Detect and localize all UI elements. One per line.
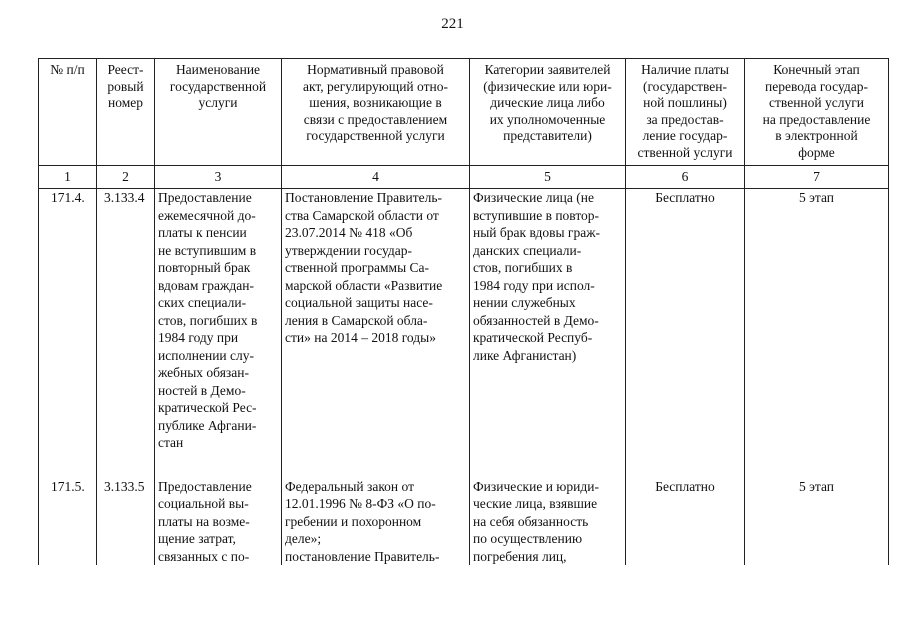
column-number-row [39,166,889,189]
cell-line: по осуществлению [473,531,583,546]
cell-line: обязанностей в Демо- [473,312,599,328]
cell-line: Предоставление [158,190,252,205]
header-line: форме [798,144,835,160]
applicant-category [470,189,626,452]
header-applicants [470,59,626,166]
cell-line: ческие лица, взявшие [473,496,598,511]
cell-line: стан [158,435,184,450]
column-number: 7 [745,166,889,189]
header-line: ление государ- [642,128,728,143]
table-row [39,478,889,566]
header-line: ной пошлины) [643,95,727,110]
cell-line: щение затрат, [158,531,236,546]
registry-number: 3.133.5 [97,478,155,566]
header-line: Реест- [107,62,144,77]
cell-line: кратической Рес- [158,400,257,415]
header-line: дические лица либо [490,95,605,110]
header-line: представители) [503,128,592,143]
column-number: 6 [626,166,745,189]
header-row [39,59,889,166]
header-line: Конечный этап [773,62,860,77]
cell-line: ских специали- [158,295,247,310]
cell-line: Физические и юриди- [473,478,599,494]
header-num [39,59,97,166]
cell-line: связанных с по- [158,548,250,564]
cell-line: марской области «Развитие [285,277,443,293]
cell-line: 1984 году при [158,330,239,345]
cell-line: вдовам граждан- [158,277,254,293]
header-line: ственной услуги [769,95,864,110]
header-line: Категории заявителей [484,62,611,77]
column-number: 3 [155,166,282,189]
cell-line: стов, погибших в [158,312,258,328]
header-line: их уполномоченные [489,111,606,127]
cell-line: платы на возме- [158,513,250,529]
header-line: в электронной [775,128,858,143]
cell-line: вступившие в повтор- [473,207,600,223]
cell-line: ный брак вдовы граж- [473,225,601,240]
header-line: № п/п [50,62,85,77]
header-line: перевода государ- [765,78,868,94]
header-line: Наличие платы [641,62,729,77]
cell-line: ностей в Демо- [158,382,246,398]
fee: Бесплатно [626,189,745,452]
column-number: 2 [97,166,155,189]
cell-line: сти» на 2014 – 2018 годы» [285,330,436,345]
cell-line: кратической Респуб- [473,330,593,345]
cell-line: утверждении государ- [285,242,413,258]
cell-line: публике Афгани- [158,417,257,433]
cell-line: 1984 году при испол- [473,277,595,293]
header-line: Наименование [175,62,261,77]
cell-line: исполнении слу- [158,347,254,363]
cell-line: постановление Правитель- [285,548,440,564]
cell-line: ежемесячной до- [158,207,256,223]
applicant-category [470,478,626,566]
legal-act [282,189,470,452]
cell-line: деле»; [285,531,322,546]
cell-line: жебных обязан- [158,365,249,380]
table-row [39,189,889,452]
column-number: 5 [470,166,626,189]
header-line: государственной [169,78,267,94]
legal-act [282,478,470,566]
header-line: шения, возникающие в [309,95,442,110]
fee: Бесплатно [626,478,745,566]
service-name [155,189,282,452]
header-fee [626,59,745,166]
column-number: 4 [282,166,470,189]
final-stage: 5 этап [745,189,889,452]
cell-line: Физические лица (не [473,190,594,205]
services-table [38,58,889,565]
header-line: (физические или юри- [483,78,612,94]
cell-line: повторный брак [158,260,251,275]
header-line: связи с предоставлением [303,111,448,127]
column-number: 1 [39,166,97,189]
cell-line: гребении и похоронном [285,513,422,529]
cell-line: платы к пенсии [158,225,247,240]
header-line: Нормативный правовой [307,62,444,77]
cell-line: Постановление Правитель- [285,190,442,205]
header-line: услуги [198,95,238,110]
cell-line: ления в Самарской обла- [285,312,428,328]
row-number: 171.5. [39,478,97,566]
row-number: 171.4. [39,189,97,452]
header-line: ровый [107,78,144,94]
final-stage: 5 этап [745,478,889,566]
page-number: 221 [441,16,464,32]
cell-line: данских специали- [473,242,582,258]
cell-line: лике Афганистан) [473,347,577,363]
cell-line: Предоставление [158,478,252,494]
header-line: номер [107,95,143,110]
header-line: за предостав- [646,111,724,127]
cell-line: стов, погибших в [473,260,573,275]
cell-line: социальной защиты насе- [285,295,433,310]
header-line: акт, регулирующий отно- [303,78,448,94]
cell-line: ственной программы Са- [285,260,430,275]
cell-line: ства Самарской области от [285,207,439,223]
cell-line: нении служебных [473,295,576,310]
cell-line: социальной вы- [158,496,249,511]
cell-line: 23.07.2014 № 418 «Об [285,225,413,240]
cell-line: Федеральный закон от [285,478,415,494]
header-line: ственной услуги [637,144,733,160]
cell-line: 12.01.1996 № 8-ФЗ «О по- [285,496,436,511]
row-spacer [39,452,889,478]
header-line: государственной услуги [306,128,445,143]
cell-line: погребения лиц, [473,548,567,564]
cell-line: не вступившим в [158,242,257,258]
header-line: на предоставление [762,111,871,127]
registry-number: 3.133.4 [97,189,155,452]
header-service-name [155,59,282,166]
cell-line: на себя обязанность [473,513,589,529]
service-name [155,478,282,566]
header-registry [97,59,155,166]
header-final-stage [745,59,889,166]
header-line: (государствен- [642,78,727,94]
header-legal-act [282,59,470,166]
